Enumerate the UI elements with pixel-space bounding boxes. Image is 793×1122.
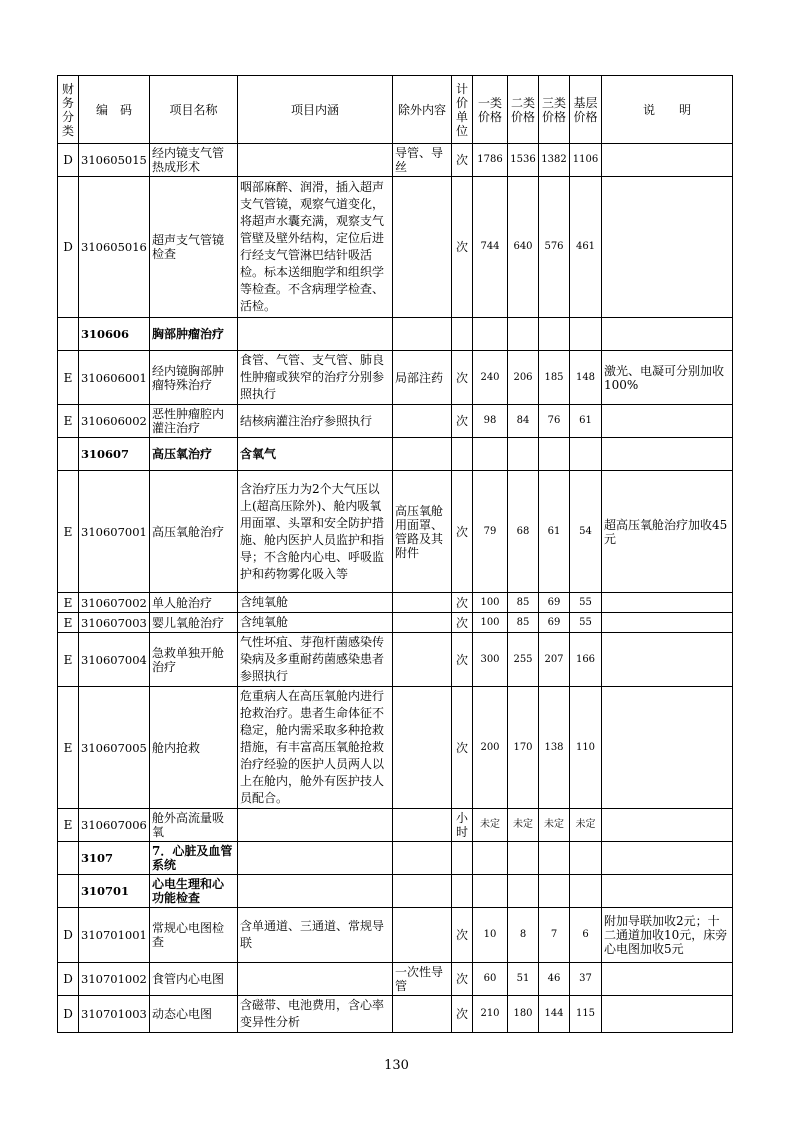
cell-name: 急救单独开舱治疗: [150, 633, 238, 687]
cell-unit: 次: [452, 593, 473, 613]
cell-price-3: 61: [539, 471, 570, 593]
cell-exclusions: [393, 438, 452, 471]
cell-unit: 次: [452, 351, 473, 405]
cell-price-2: [508, 875, 539, 908]
cell-price-4: 55: [570, 613, 602, 633]
cell-price-1: 200: [473, 687, 508, 809]
cell-price-3: 185: [539, 351, 570, 405]
cell-content: 咽部麻醉、润滑，插入超声支气管镜，观察气道变化，将超声水囊充满，观察支气管壁及壁外结构，定位后进行经支气管淋巴结针吸活检。标本送细胞学和组织学等检查。不含病理学检查、活检。: [238, 177, 393, 318]
cell-exclusions: [393, 318, 452, 351]
cell-exclusions: [393, 405, 452, 438]
cell-category: E: [58, 351, 79, 405]
cell-price-2: 未定: [508, 809, 539, 842]
cell-price-2: 51: [508, 963, 539, 996]
cell-category: E: [58, 405, 79, 438]
header-price-4: 基层价格: [570, 76, 602, 144]
cell-price-4: [570, 318, 602, 351]
cell-name: 7．心脏及血管系统: [150, 842, 238, 875]
cell-code: 310606: [79, 318, 150, 351]
cell-note: 超高压氧舱治疗加收45元: [602, 471, 733, 593]
cell-unit: 次: [452, 144, 473, 177]
cell-exclusions: 局部注药: [393, 351, 452, 405]
table-row: [58, 471, 733, 593]
cell-note: [602, 633, 733, 687]
cell-note: 激光、电凝可分别加收100%: [602, 351, 733, 405]
cell-note: [602, 842, 733, 875]
cell-code: 310607001: [79, 471, 150, 593]
cell-name: 胸部肿瘤治疗: [150, 318, 238, 351]
cell-code: 310607005: [79, 687, 150, 809]
cell-name: 高压氧治疗: [150, 438, 238, 471]
cell-price-4: [570, 438, 602, 471]
cell-code: 310607006: [79, 809, 150, 842]
cell-code: 310701001: [79, 908, 150, 963]
cell-content: [238, 809, 393, 842]
cell-name: 单人舱治疗: [150, 593, 238, 613]
cell-price-4: [570, 842, 602, 875]
cell-name: 超声支气管镜检查: [150, 177, 238, 318]
cell-price-3: 144: [539, 996, 570, 1033]
cell-price-1: [473, 875, 508, 908]
cell-category: E: [58, 687, 79, 809]
cell-exclusions: [393, 809, 452, 842]
cell-category: E: [58, 471, 79, 593]
table-row: [58, 144, 733, 177]
cell-price-4: 110: [570, 687, 602, 809]
cell-content: 含治疗压力为2个大气压以上(超高压除外)、舱内吸氧用面罩、头罩和安全防护措施、舱内医护人员监护和指导；不含舱内心电、呼吸监护和药物雾化吸入等: [238, 471, 393, 593]
cell-price-3: 69: [539, 593, 570, 613]
cell-unit: [452, 875, 473, 908]
cell-code: 310606002: [79, 405, 150, 438]
cell-price-2: 1536: [508, 144, 539, 177]
header-price-2: 二类价格: [508, 76, 539, 144]
cell-content: [238, 318, 393, 351]
page-number: 130: [384, 1058, 409, 1073]
cell-exclusions: [393, 687, 452, 809]
cell-price-4: 54: [570, 471, 602, 593]
cell-content: 含纯氧舱: [238, 593, 393, 613]
cell-name: 舱外高流量吸氧: [150, 809, 238, 842]
cell-price-1: 240: [473, 351, 508, 405]
cell-name: 食管内心电图: [150, 963, 238, 996]
cell-unit: [452, 842, 473, 875]
cell-code: 310607004: [79, 633, 150, 687]
table-row: [58, 351, 733, 405]
cell-price-2: 206: [508, 351, 539, 405]
cell-note: [602, 593, 733, 613]
header-price-1: 一类价格: [473, 76, 508, 144]
header-exclusions: 除外内容: [393, 76, 452, 144]
cell-content: 含磁带、电池费用，含心率变异性分析: [238, 996, 393, 1033]
table-row: [58, 405, 733, 438]
cell-code: 310701003: [79, 996, 150, 1033]
cell-price-2: 8: [508, 908, 539, 963]
cell-price-4: 115: [570, 996, 602, 1033]
cell-exclusions: [393, 613, 452, 633]
cell-price-1: 60: [473, 963, 508, 996]
cell-content: 含氧气: [238, 438, 393, 471]
cell-price-2: 84: [508, 405, 539, 438]
section-row: [58, 318, 733, 351]
cell-exclusions: [393, 593, 452, 613]
cell-unit: 次: [452, 471, 473, 593]
cell-note: [602, 438, 733, 471]
cell-price-2: 170: [508, 687, 539, 809]
cell-content: 结核病灌注治疗参照执行: [238, 405, 393, 438]
cell-price-4: 55: [570, 593, 602, 613]
cell-name: 婴儿氧舱治疗: [150, 613, 238, 633]
cell-unit: [452, 438, 473, 471]
cell-category: [58, 842, 79, 875]
cell-name: 经内镜胸部肿瘤特殊治疗: [150, 351, 238, 405]
cell-note: [602, 613, 733, 633]
cell-category: D: [58, 177, 79, 318]
cell-name: 高压氧舱治疗: [150, 471, 238, 593]
cell-note: [602, 177, 733, 318]
cell-price-3: 1382: [539, 144, 570, 177]
cell-price-1: 210: [473, 996, 508, 1033]
header-unit: 计价单位: [452, 76, 473, 144]
cell-note: [602, 996, 733, 1033]
cell-category: [58, 438, 79, 471]
cell-category: D: [58, 144, 79, 177]
cell-price-4: 6: [570, 908, 602, 963]
cell-category: E: [58, 633, 79, 687]
cell-price-2: 85: [508, 613, 539, 633]
cell-exclusions: 导管、导丝: [393, 144, 452, 177]
header-note: 说 明: [602, 76, 733, 144]
cell-category: D: [58, 908, 79, 963]
cell-unit: 次: [452, 963, 473, 996]
cell-content: [238, 144, 393, 177]
cell-price-1: 79: [473, 471, 508, 593]
cell-price-4: [570, 875, 602, 908]
header-row: [58, 76, 733, 144]
cell-code: 310701: [79, 875, 150, 908]
cell-content: [238, 875, 393, 908]
section-row: [58, 875, 733, 908]
cell-price-3: [539, 875, 570, 908]
header-code: 编 码: [79, 76, 150, 144]
cell-price-1: 1786: [473, 144, 508, 177]
cell-price-3: 76: [539, 405, 570, 438]
header-content: 项目内涵: [238, 76, 393, 144]
table-row: [58, 996, 733, 1033]
cell-note: [602, 875, 733, 908]
cell-price-4: 37: [570, 963, 602, 996]
cell-content: [238, 842, 393, 875]
table-row: [58, 963, 733, 996]
cell-price-1: 100: [473, 613, 508, 633]
cell-price-1: 100: [473, 593, 508, 613]
table-row: [58, 687, 733, 809]
cell-note: [602, 809, 733, 842]
cell-price-3: [539, 842, 570, 875]
table-row: [58, 809, 733, 842]
cell-code: 310607: [79, 438, 150, 471]
cell-category: D: [58, 996, 79, 1033]
cell-content: 危重病人在高压氧舱内进行抢救治疗。患者生命体征不稳定，舱内需采取多种抢救措施，有丰富高压氧舱抢救治疗经验的医护人员两人以上在舱内，舱外有医护技人员配合。: [238, 687, 393, 809]
cell-price-4: 未定: [570, 809, 602, 842]
cell-price-4: 461: [570, 177, 602, 318]
cell-unit: 次: [452, 405, 473, 438]
cell-code: 310605016: [79, 177, 150, 318]
cell-price-2: 68: [508, 471, 539, 593]
cell-price-2: 180: [508, 996, 539, 1033]
cell-unit: 次: [452, 633, 473, 687]
cell-note: [602, 687, 733, 809]
cell-exclusions: 一次性导管: [393, 963, 452, 996]
cell-unit: 次: [452, 177, 473, 318]
cell-price-2: [508, 438, 539, 471]
cell-price-4: 1106: [570, 144, 602, 177]
cell-price-1: [473, 318, 508, 351]
cell-exclusions: [393, 633, 452, 687]
cell-exclusions: [393, 177, 452, 318]
cell-price-3: 576: [539, 177, 570, 318]
cell-price-1: [473, 438, 508, 471]
cell-content: 食管、气管、支气管、肺良性肿瘤或狭窄的治疗分别参照执行: [238, 351, 393, 405]
cell-unit: 小时: [452, 809, 473, 842]
cell-content: 气性坏疽、芽孢杆菌感染传染病及多重耐药菌感染患者参照执行: [238, 633, 393, 687]
cell-price-2: 640: [508, 177, 539, 318]
cell-price-3: [539, 438, 570, 471]
cell-price-2: 255: [508, 633, 539, 687]
table-row: [58, 908, 733, 963]
cell-unit: 次: [452, 687, 473, 809]
table-row: [58, 177, 733, 318]
cell-price-4: 148: [570, 351, 602, 405]
cell-name: 经内镜支气管热成形术: [150, 144, 238, 177]
cell-code: 310701002: [79, 963, 150, 996]
cell-price-1: 10: [473, 908, 508, 963]
cell-price-4: 166: [570, 633, 602, 687]
cell-unit: 次: [452, 996, 473, 1033]
cell-note: 附加导联加收2元；十二通道加收10元，床旁心电图加收5元: [602, 908, 733, 963]
cell-exclusions: [393, 996, 452, 1033]
cell-category: D: [58, 963, 79, 996]
cell-name: 动态心电图: [150, 996, 238, 1033]
cell-content: 含纯氧舱: [238, 613, 393, 633]
cell-category: E: [58, 593, 79, 613]
cell-name: 恶性肿瘤腔内灌注治疗: [150, 405, 238, 438]
cell-category: [58, 318, 79, 351]
cell-price-3: 46: [539, 963, 570, 996]
cell-price-1: [473, 842, 508, 875]
table-row: [58, 633, 733, 687]
cell-price-2: [508, 842, 539, 875]
cell-category: E: [58, 809, 79, 842]
cell-unit: [452, 318, 473, 351]
cell-price-1: 744: [473, 177, 508, 318]
cell-price-3: [539, 318, 570, 351]
header-category: 财务分类: [58, 76, 79, 144]
cell-price-3: 7: [539, 908, 570, 963]
cell-price-2: [508, 318, 539, 351]
cell-exclusions: [393, 875, 452, 908]
cell-price-3: 207: [539, 633, 570, 687]
cell-price-3: 138: [539, 687, 570, 809]
cell-note: [602, 963, 733, 996]
cell-name: 常规心电图检查: [150, 908, 238, 963]
cell-name: 舱内抢救: [150, 687, 238, 809]
cell-price-1: 未定: [473, 809, 508, 842]
cell-code: 310606001: [79, 351, 150, 405]
cell-content: 含单通道、三通道、常规导联: [238, 908, 393, 963]
section-row: [58, 438, 733, 471]
price-table: [57, 75, 733, 1033]
cell-price-2: 85: [508, 593, 539, 613]
header-name: 项目名称: [150, 76, 238, 144]
cell-note: [602, 405, 733, 438]
cell-code: 310607003: [79, 613, 150, 633]
cell-note: [602, 144, 733, 177]
cell-name: 心电生理和心功能检查: [150, 875, 238, 908]
cell-note: [602, 318, 733, 351]
cell-unit: 次: [452, 908, 473, 963]
cell-code: 3107: [79, 842, 150, 875]
header-price-3: 三类价格: [539, 76, 570, 144]
cell-category: E: [58, 613, 79, 633]
cell-exclusions: [393, 842, 452, 875]
cell-price-1: 98: [473, 405, 508, 438]
cell-content: [238, 963, 393, 996]
cell-exclusions: [393, 908, 452, 963]
section-row: [58, 842, 733, 875]
cell-price-1: 300: [473, 633, 508, 687]
table-row: [58, 613, 733, 633]
cell-price-4: 61: [570, 405, 602, 438]
cell-price-3: 未定: [539, 809, 570, 842]
cell-price-3: 69: [539, 613, 570, 633]
cell-code: 310607002: [79, 593, 150, 613]
cell-unit: 次: [452, 613, 473, 633]
table-row: [58, 593, 733, 613]
cell-exclusions: 高压氧舱用面罩、管路及其附件: [393, 471, 452, 593]
cell-category: [58, 875, 79, 908]
cell-code: 310605015: [79, 144, 150, 177]
